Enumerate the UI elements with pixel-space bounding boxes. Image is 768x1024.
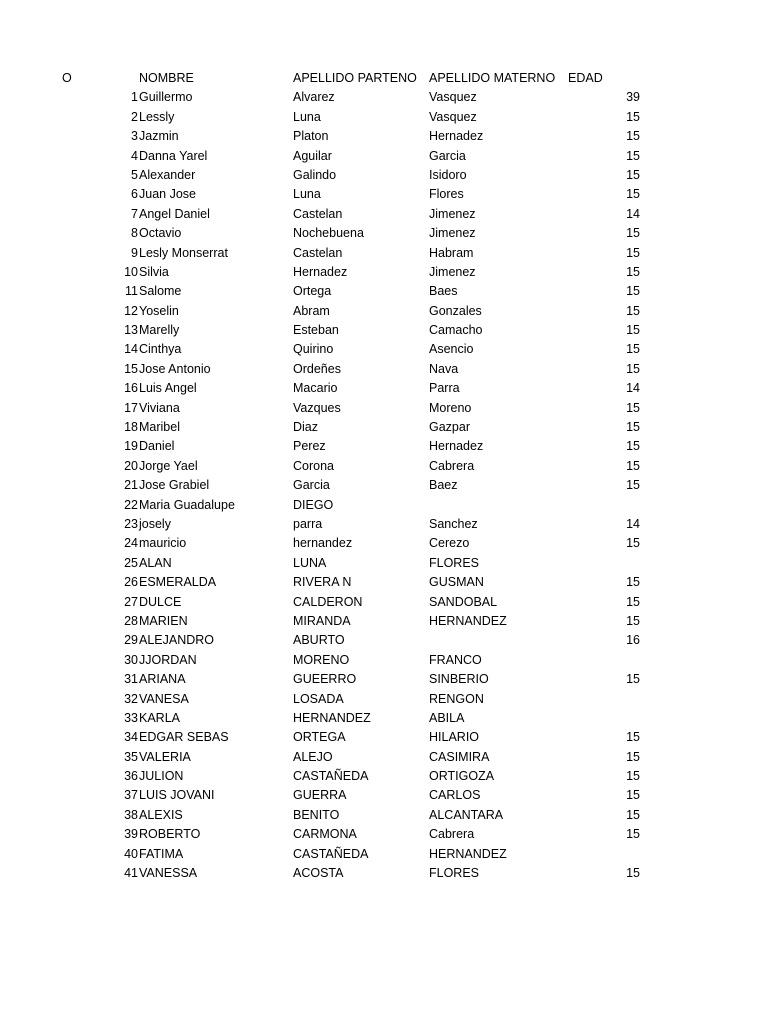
row-number: 20 — [124, 458, 138, 473]
apellido-materno-cell: Parra — [429, 381, 460, 396]
apellido-materno-cell: GUSMAN — [429, 575, 484, 590]
apellido-materno-cell: Cerezo — [429, 536, 470, 551]
row-number: 25 — [124, 555, 138, 570]
apellido-paterno-cell: ACOSTA — [293, 866, 344, 881]
apellido-materno-cell: SANDOBAL — [429, 594, 498, 609]
apellido-materno-cell: Gazpar — [429, 420, 470, 435]
row-number: 7 — [131, 206, 138, 221]
apellido-paterno-cell: hernandez — [293, 536, 353, 551]
apellido-materno-cell: Habram — [429, 245, 474, 260]
apellido-paterno-cell: Perez — [293, 439, 326, 454]
apellido-paterno-cell: Luna — [293, 187, 321, 202]
nombre-cell: ALEXIS — [139, 807, 183, 822]
nombre-cell: MARIEN — [139, 613, 188, 628]
header-o: O — [62, 71, 72, 85]
row-number: 4 — [131, 148, 138, 163]
apellido-paterno-cell: Nochebuena — [293, 226, 364, 241]
apellido-materno-cell: Cabrera — [429, 458, 475, 473]
apellido-paterno-cell: MORENO — [293, 652, 350, 667]
edad-cell: 15 — [626, 226, 640, 241]
nombre-cell: ARIANA — [139, 672, 186, 687]
table-row — [0, 728, 768, 747]
table-row — [0, 282, 768, 301]
nombre-cell: Maribel — [139, 420, 180, 435]
edad-cell: 15 — [626, 400, 640, 415]
table-row — [0, 224, 768, 243]
row-number: 15 — [124, 361, 138, 376]
apellido-materno-cell: Nava — [429, 361, 459, 376]
apellido-materno-cell: Flores — [429, 187, 464, 202]
nombre-cell: Lesly Monserrat — [139, 245, 228, 260]
nombre-cell: Guillermo — [139, 90, 193, 105]
apellido-materno-cell: Asencio — [429, 342, 474, 357]
nombre-cell: Alexander — [139, 167, 196, 182]
nombre-cell: Marelly — [139, 323, 180, 338]
nombre-cell: Daniel — [139, 439, 175, 454]
apellido-paterno-cell: LOSADA — [293, 691, 344, 706]
table-row — [0, 864, 768, 883]
edad-cell: 15 — [626, 575, 640, 590]
apellido-paterno-cell: Hernadez — [293, 264, 348, 279]
edad-cell: 15 — [626, 807, 640, 822]
apellido-materno-cell: Sanchez — [429, 516, 478, 531]
table-row — [0, 340, 768, 359]
apellido-materno-cell: Gonzales — [429, 303, 482, 318]
row-number: 32 — [124, 691, 138, 706]
apellido-paterno-cell: Platon — [293, 129, 329, 144]
nombre-cell: Salome — [139, 284, 182, 299]
apellido-paterno-cell: Macario — [293, 381, 338, 396]
table-row — [0, 709, 768, 728]
header-row — [0, 69, 768, 88]
edad-cell: 15 — [626, 342, 640, 357]
table-row — [0, 534, 768, 553]
table-row — [0, 399, 768, 418]
row-number: 34 — [124, 730, 138, 745]
row-number: 38 — [124, 807, 138, 822]
row-number: 22 — [124, 497, 138, 512]
edad-cell: 15 — [626, 129, 640, 144]
header-nombre: NOMBRE — [139, 71, 194, 85]
table-row — [0, 263, 768, 282]
row-number: 31 — [124, 672, 138, 687]
header-apellido-materno: APELLIDO MATERNO — [429, 71, 556, 85]
edad-cell: 16 — [626, 633, 640, 648]
table-row — [0, 767, 768, 786]
edad-cell: 15 — [626, 245, 640, 260]
table-row — [0, 205, 768, 224]
edad-cell: 15 — [626, 439, 640, 454]
edad-cell: 15 — [626, 613, 640, 628]
table-row — [0, 748, 768, 767]
table-row — [0, 185, 768, 204]
apellido-paterno-cell: Quirino — [293, 342, 334, 357]
nombre-cell: Jose Antonio — [139, 361, 211, 376]
edad-cell: 15 — [626, 303, 640, 318]
edad-cell: 15 — [626, 109, 640, 124]
table-row — [0, 244, 768, 263]
nombre-cell: Cinthya — [139, 342, 182, 357]
table-row — [0, 476, 768, 495]
apellido-materno-cell: FLORES — [429, 866, 480, 881]
nombre-cell: JULION — [139, 769, 184, 784]
apellido-paterno-cell: ABURTO — [293, 633, 345, 648]
table-row — [0, 670, 768, 689]
apellido-materno-cell: Jimenez — [429, 264, 476, 279]
header-apellido-paterno: APELLIDO PARTENO — [293, 71, 417, 85]
apellido-paterno-cell: Vazques — [293, 400, 341, 415]
apellido-materno-cell: Hernadez — [429, 439, 484, 454]
row-number: 33 — [124, 710, 138, 725]
nombre-cell: ALEJANDRO — [139, 633, 215, 648]
nombre-cell: Juan Jose — [139, 187, 196, 202]
apellido-paterno-cell: GUERRA — [293, 788, 347, 803]
apellido-paterno-cell: CASTAÑEDA — [293, 846, 369, 861]
apellido-materno-cell: Camacho — [429, 323, 483, 338]
row-number: 36 — [124, 769, 138, 784]
row-number: 19 — [124, 439, 138, 454]
student-rows — [0, 88, 768, 883]
edad-cell: 15 — [626, 536, 640, 551]
apellido-paterno-cell: Garcia — [293, 478, 330, 493]
apellido-materno-cell: CASIMIRA — [429, 749, 490, 764]
table-row — [0, 457, 768, 476]
table-row — [0, 321, 768, 340]
nombre-cell: ROBERTO — [139, 827, 201, 842]
header-edad: EDAD — [568, 71, 603, 85]
apellido-materno-cell: Baez — [429, 478, 458, 493]
row-number: 13 — [124, 323, 138, 338]
edad-cell: 15 — [626, 672, 640, 687]
apellido-materno-cell: ORTIGOZA — [429, 769, 495, 784]
table-row — [0, 166, 768, 185]
nombre-cell: ESMERALDA — [139, 575, 217, 590]
nombre-cell: Danna Yarel — [139, 148, 208, 163]
apellido-paterno-cell: Luna — [293, 109, 321, 124]
nombre-cell: VANESA — [139, 691, 189, 706]
edad-cell: 15 — [626, 749, 640, 764]
table-row — [0, 593, 768, 612]
apellido-paterno-cell: GUEERRO — [293, 672, 357, 687]
apellido-paterno-cell: Corona — [293, 458, 334, 473]
row-number: 30 — [124, 652, 138, 667]
row-number: 39 — [124, 827, 138, 842]
edad-cell: 39 — [626, 90, 640, 105]
apellido-paterno-cell: CASTAÑEDA — [293, 769, 369, 784]
row-number: 21 — [124, 478, 138, 493]
nombre-cell: Angel Daniel — [139, 206, 210, 221]
row-number: 2 — [131, 109, 138, 124]
apellido-materno-cell: HILARIO — [429, 730, 480, 745]
nombre-cell: LUIS JOVANI — [139, 788, 215, 803]
row-number: 28 — [124, 613, 138, 628]
student-list-sheet — [0, 69, 768, 883]
apellido-paterno-cell: CARMONA — [293, 827, 357, 842]
nombre-cell: Maria Guadalupe — [139, 497, 235, 512]
nombre-cell: Viviana — [139, 400, 180, 415]
row-number: 40 — [124, 846, 138, 861]
apellido-paterno-cell: Alvarez — [293, 90, 335, 105]
apellido-paterno-cell: LUNA — [293, 555, 327, 570]
apellido-paterno-cell: Aguilar — [293, 148, 332, 163]
table-row — [0, 612, 768, 631]
nombre-cell: Jazmin — [139, 129, 179, 144]
apellido-paterno-cell: MIRANDA — [293, 613, 351, 628]
edad-cell: 15 — [626, 148, 640, 163]
edad-cell: 15 — [626, 827, 640, 842]
row-number: 26 — [124, 575, 138, 590]
table-row — [0, 554, 768, 573]
row-number: 24 — [124, 536, 138, 551]
apellido-paterno-cell: Esteban — [293, 323, 339, 338]
table-row — [0, 302, 768, 321]
edad-cell: 14 — [626, 206, 640, 221]
table-row — [0, 437, 768, 456]
row-number: 35 — [124, 749, 138, 764]
edad-cell: 15 — [626, 730, 640, 745]
apellido-paterno-cell: parra — [293, 516, 323, 531]
edad-cell: 15 — [626, 769, 640, 784]
apellido-materno-cell: Baes — [429, 284, 458, 299]
row-number: 29 — [124, 633, 138, 648]
apellido-materno-cell: Hernadez — [429, 129, 484, 144]
row-number: 1 — [131, 90, 138, 105]
row-number: 10 — [124, 264, 138, 279]
table-row — [0, 806, 768, 825]
apellido-materno-cell: ALCANTARA — [429, 807, 504, 822]
apellido-materno-cell: Moreno — [429, 400, 472, 415]
edad-cell: 15 — [626, 264, 640, 279]
apellido-materno-cell: ABILA — [429, 710, 465, 725]
table-row — [0, 651, 768, 670]
apellido-paterno-cell: Castelan — [293, 206, 343, 221]
row-number: 6 — [131, 187, 138, 202]
nombre-cell: DULCE — [139, 594, 182, 609]
edad-cell: 14 — [626, 516, 640, 531]
apellido-paterno-cell: Ordeñes — [293, 361, 341, 376]
row-number: 41 — [124, 866, 138, 881]
row-number: 11 — [125, 284, 138, 299]
row-number: 9 — [131, 245, 138, 260]
apellido-materno-cell: HERNANDEZ — [429, 613, 507, 628]
nombre-cell: mauricio — [139, 536, 187, 551]
apellido-materno-cell: Jimenez — [429, 226, 476, 241]
apellido-materno-cell: HERNANDEZ — [429, 846, 507, 861]
apellido-materno-cell: FRANCO — [429, 652, 482, 667]
edad-cell: 14 — [626, 381, 640, 396]
edad-cell: 15 — [626, 788, 640, 803]
apellido-materno-cell: Vasquez — [429, 109, 477, 124]
table-row — [0, 515, 768, 534]
edad-cell: 15 — [626, 361, 640, 376]
row-number: 5 — [131, 167, 138, 182]
table-row — [0, 496, 768, 515]
apellido-materno-cell: RENGON — [429, 691, 484, 706]
nombre-cell: Yoselin — [139, 303, 179, 318]
apellido-paterno-cell: ORTEGA — [293, 730, 346, 745]
apellido-paterno-cell: Ortega — [293, 284, 332, 299]
edad-cell: 15 — [626, 594, 640, 609]
apellido-paterno-cell: HERNANDEZ — [293, 710, 371, 725]
edad-cell: 15 — [626, 866, 640, 881]
row-number: 27 — [124, 594, 138, 609]
nombre-cell: VALERIA — [139, 749, 191, 764]
table-row — [0, 379, 768, 398]
row-number: 37 — [124, 788, 138, 803]
apellido-materno-cell: FLORES — [429, 555, 480, 570]
row-number: 16 — [124, 381, 138, 396]
apellido-materno-cell: Jimenez — [429, 206, 476, 221]
row-number: 23 — [124, 516, 138, 531]
table-row — [0, 147, 768, 166]
nombre-cell: Luis Angel — [139, 381, 197, 396]
nombre-cell: Jose Grabiel — [139, 478, 210, 493]
row-number: 3 — [131, 129, 138, 144]
table-row — [0, 786, 768, 805]
apellido-paterno-cell: BENITO — [293, 807, 340, 822]
table-row — [0, 360, 768, 379]
edad-cell: 15 — [626, 458, 640, 473]
edad-cell: 15 — [626, 323, 640, 338]
apellido-materno-cell: SINBERIO — [429, 672, 489, 687]
apellido-paterno-cell: Galindo — [293, 167, 337, 182]
row-number: 17 — [124, 400, 138, 415]
nombre-cell: Silvia — [139, 264, 169, 279]
nombre-cell: VANESSA — [139, 866, 198, 881]
apellido-paterno-cell: Castelan — [293, 245, 343, 260]
apellido-materno-cell: Cabrera — [429, 827, 475, 842]
apellido-paterno-cell: Diaz — [293, 420, 319, 435]
table-row — [0, 845, 768, 864]
edad-cell: 15 — [626, 284, 640, 299]
apellido-paterno-cell: RIVERA N — [293, 575, 352, 590]
table-row — [0, 88, 768, 107]
row-number: 14 — [124, 342, 138, 357]
table-row — [0, 631, 768, 650]
apellido-materno-cell: Isidoro — [429, 167, 467, 182]
table-row — [0, 418, 768, 437]
nombre-cell: FATIMA — [139, 846, 184, 861]
table-row — [0, 127, 768, 146]
edad-cell: 15 — [626, 187, 640, 202]
apellido-materno-cell: CARLOS — [429, 788, 481, 803]
apellido-paterno-cell: Abram — [293, 303, 330, 318]
edad-cell: 15 — [626, 420, 640, 435]
apellido-materno-cell: Garcia — [429, 148, 466, 163]
apellido-paterno-cell: CALDERON — [293, 594, 363, 609]
apellido-paterno-cell: ALEJO — [293, 749, 333, 764]
nombre-cell: Jorge Yael — [139, 458, 198, 473]
nombre-cell: josely — [139, 516, 171, 531]
row-number: 12 — [124, 303, 138, 318]
table-row — [0, 573, 768, 592]
nombre-cell: Lessly — [139, 109, 175, 124]
edad-cell: 15 — [626, 478, 640, 493]
apellido-paterno-cell: DIEGO — [293, 497, 334, 512]
nombre-cell: JJORDAN — [139, 652, 197, 667]
row-number: 18 — [124, 420, 138, 435]
nombre-cell: ALAN — [139, 555, 172, 570]
nombre-cell: KARLA — [139, 710, 180, 725]
row-number: 8 — [131, 226, 138, 241]
table-row — [0, 825, 768, 844]
edad-cell: 15 — [626, 167, 640, 182]
nombre-cell: Octavio — [139, 226, 182, 241]
nombre-cell: EDGAR SEBAS — [139, 730, 229, 745]
apellido-materno-cell: Vasquez — [429, 90, 477, 105]
table-row — [0, 690, 768, 709]
table-row — [0, 108, 768, 127]
